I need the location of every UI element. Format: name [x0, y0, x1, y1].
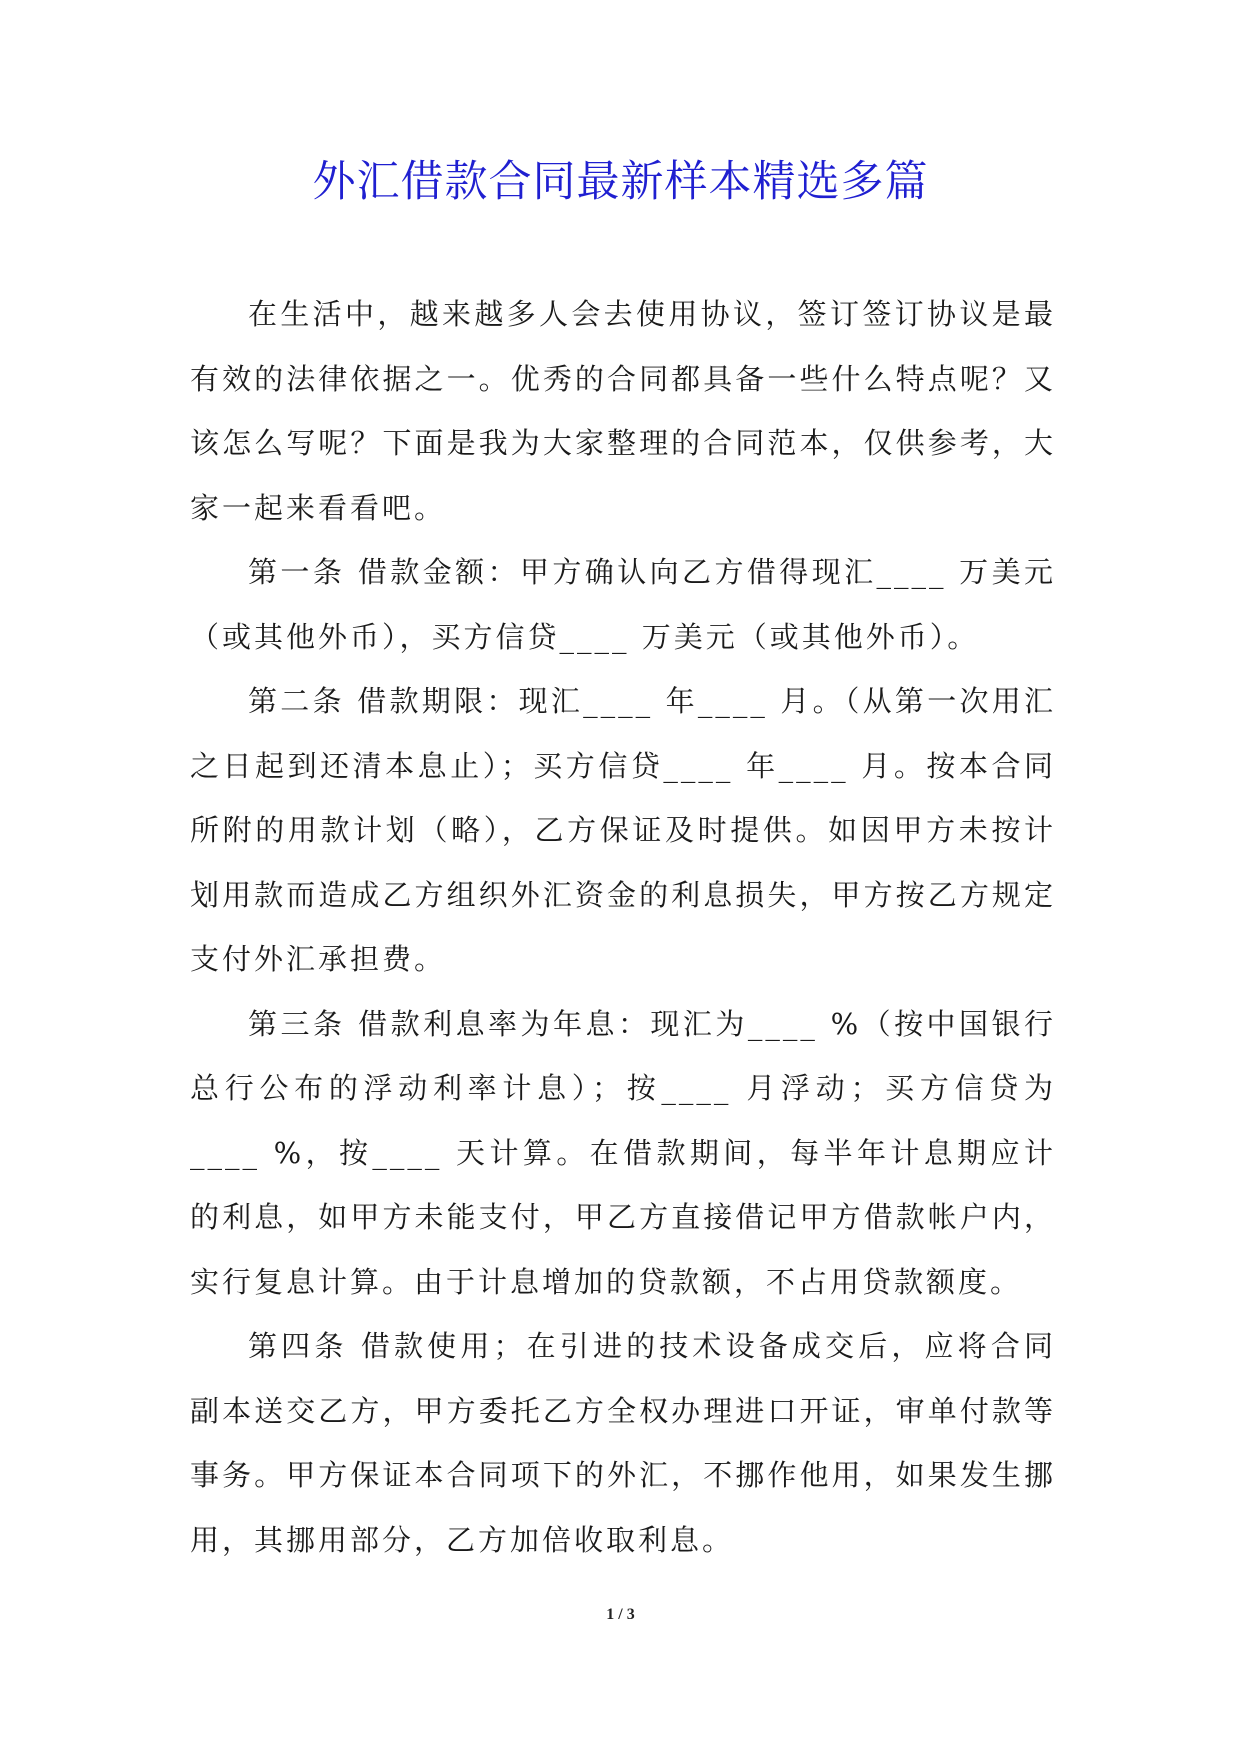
paragraph-article-1: 第一条 借款金额：甲方确认向乙方借得现汇____ 万美元（或其他外币），买方信贷____ 万美元（或其他外币）。	[190, 555, 1056, 654]
paragraph-intro: 在生活中，越来越多人会去使用协议，签订签订协议是最有效的法律依据之一。优秀的合同都具备一些什么特点呢？又该怎么写呢？下面是我为大家整理的合同范本，仅供参考，大家一起来看看吧。	[190, 297, 1056, 525]
paragraph-article-2: 第二条 借款期限：现汇____ 年____ 月。（从第一次用汇之日起到还清本息止）；买方信贷____ 年____ 月。按本合同所附的用款计划（略），乙方保证及时提供。如因甲方未按计划用款而造成乙方组织外汇资金的利息损失，甲方按乙方规定支付外汇承担费。	[190, 684, 1057, 976]
page-number: 1 / 3	[606, 1606, 635, 1623]
document-body	[190, 282, 1056, 1572]
document-title: 外汇借款合同最新样本精选多篇	[312, 157, 929, 207]
paragraph-article-4: 第四条 借款使用；在引进的技术设备成交后，应将合同副本送交乙方，甲方委托乙方全权办理进口开证，审单付款等事务。甲方保证本合同项下的外汇，不挪作他用，如果发生挪用，其挪用部分，乙方加倍收取利息。	[190, 1329, 1056, 1557]
paragraph-article-3: 第三条 借款利息率为年息：现汇为____ %（按中国银行总行公布的浮动利率计息）；按____ 月浮动；买方信贷为____ %，按____ 天计算。在借款期间，每半年计息期应计的利息，如甲方未能支付，甲乙方直接借记甲方借款帐户内，实行复息计算。由于计息增加的贷款额，不占用贷款额度。	[190, 1006, 1056, 1299]
